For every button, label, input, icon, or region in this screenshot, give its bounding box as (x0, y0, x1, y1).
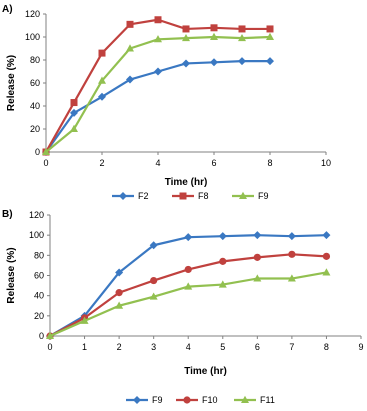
x-axis-title: Time (hr) (164, 177, 208, 188)
legend-label: F9 (152, 395, 163, 405)
y-tick-label: 60 (29, 78, 40, 88)
x-tick-label: 9 (358, 342, 364, 352)
data-point-f2 (182, 59, 190, 67)
legend (126, 395, 275, 405)
data-point-f2 (210, 58, 218, 66)
data-point-f2 (238, 57, 246, 65)
data-point-f9 (184, 233, 192, 241)
x-tick-label: 5 (220, 342, 226, 352)
series-f10 (46, 251, 330, 340)
legend-swatch-marker (183, 396, 190, 403)
data-point-f8 (211, 24, 218, 31)
y-tick-label: 100 (24, 32, 40, 42)
chart-panel-a (2, 4, 331, 201)
x-tick-label: 3 (151, 342, 157, 352)
y-tick-label: 20 (33, 310, 44, 321)
data-point-f8 (127, 21, 134, 28)
data-point-f8 (155, 16, 162, 23)
data-point-f9 (322, 231, 330, 239)
data-point-f8 (183, 25, 190, 32)
data-point-f10 (323, 253, 330, 260)
data-point-f10 (150, 277, 157, 284)
y-tick-label: 80 (33, 250, 44, 261)
x-tick-label: 2 (116, 342, 122, 352)
data-point-f10 (219, 258, 226, 265)
legend-label: F9 (258, 191, 269, 201)
panel-label: A) (2, 4, 13, 15)
legend-label: F2 (138, 191, 149, 201)
y-axis-title: Release (%) (6, 247, 17, 304)
legend-swatch-marker (119, 192, 127, 200)
data-point-f10 (288, 251, 295, 258)
series-f9 (42, 33, 274, 155)
data-point-f10 (254, 254, 261, 261)
y-tick-label: 40 (29, 101, 40, 111)
legend-label: F10 (202, 395, 218, 405)
legend-swatch-marker (180, 193, 187, 200)
panel-label: B) (2, 209, 13, 220)
y-axis-title: Release (%) (6, 54, 17, 112)
x-tick-label: 2 (99, 158, 105, 168)
x-tick-label: 10 (320, 158, 332, 168)
x-tick-label: 1 (82, 342, 88, 352)
y-tick-label: 100 (28, 230, 44, 241)
y-tick-label: 120 (24, 9, 40, 19)
data-point-f9 (253, 231, 261, 239)
legend-label: F8 (198, 191, 209, 201)
series-f2 (42, 57, 274, 156)
x-tick-label: 8 (323, 342, 329, 352)
data-point-f9 (288, 232, 296, 240)
x-tick-label: 6 (211, 158, 217, 168)
data-point-f8 (71, 99, 78, 106)
x-tick-label: 6 (254, 342, 260, 352)
x-tick-label: 8 (267, 158, 273, 168)
x-axis-title: Time (hr) (184, 366, 227, 377)
legend-swatch-marker (133, 396, 141, 404)
legend-label: F11 (260, 395, 275, 405)
data-point-f2 (266, 57, 274, 65)
y-tick-label: 0 (38, 331, 44, 341)
y-tick-label: 60 (33, 270, 44, 281)
data-point-f9 (219, 232, 227, 240)
y-tick-label: 20 (29, 124, 40, 134)
legend (112, 191, 269, 201)
data-point-f10 (116, 289, 123, 296)
x-tick-label: 4 (185, 342, 191, 352)
series-line-f11 (50, 272, 326, 336)
series-f11 (46, 268, 330, 339)
data-point-f8 (239, 25, 246, 32)
y-tick-label: 80 (29, 55, 40, 65)
data-point-f10 (185, 266, 192, 273)
data-point-f2 (154, 68, 162, 76)
y-tick-label: 0 (34, 147, 40, 157)
data-point-f8 (99, 50, 106, 57)
x-tick-label: 7 (289, 342, 295, 352)
x-tick-label: 0 (47, 342, 53, 352)
chart-panel-b (2, 209, 364, 405)
x-tick-label: 4 (155, 158, 161, 168)
y-tick-label: 120 (28, 210, 44, 220)
x-tick-label: 0 (43, 158, 49, 168)
data-point-f8 (267, 25, 274, 32)
y-tick-label: 40 (33, 290, 44, 301)
